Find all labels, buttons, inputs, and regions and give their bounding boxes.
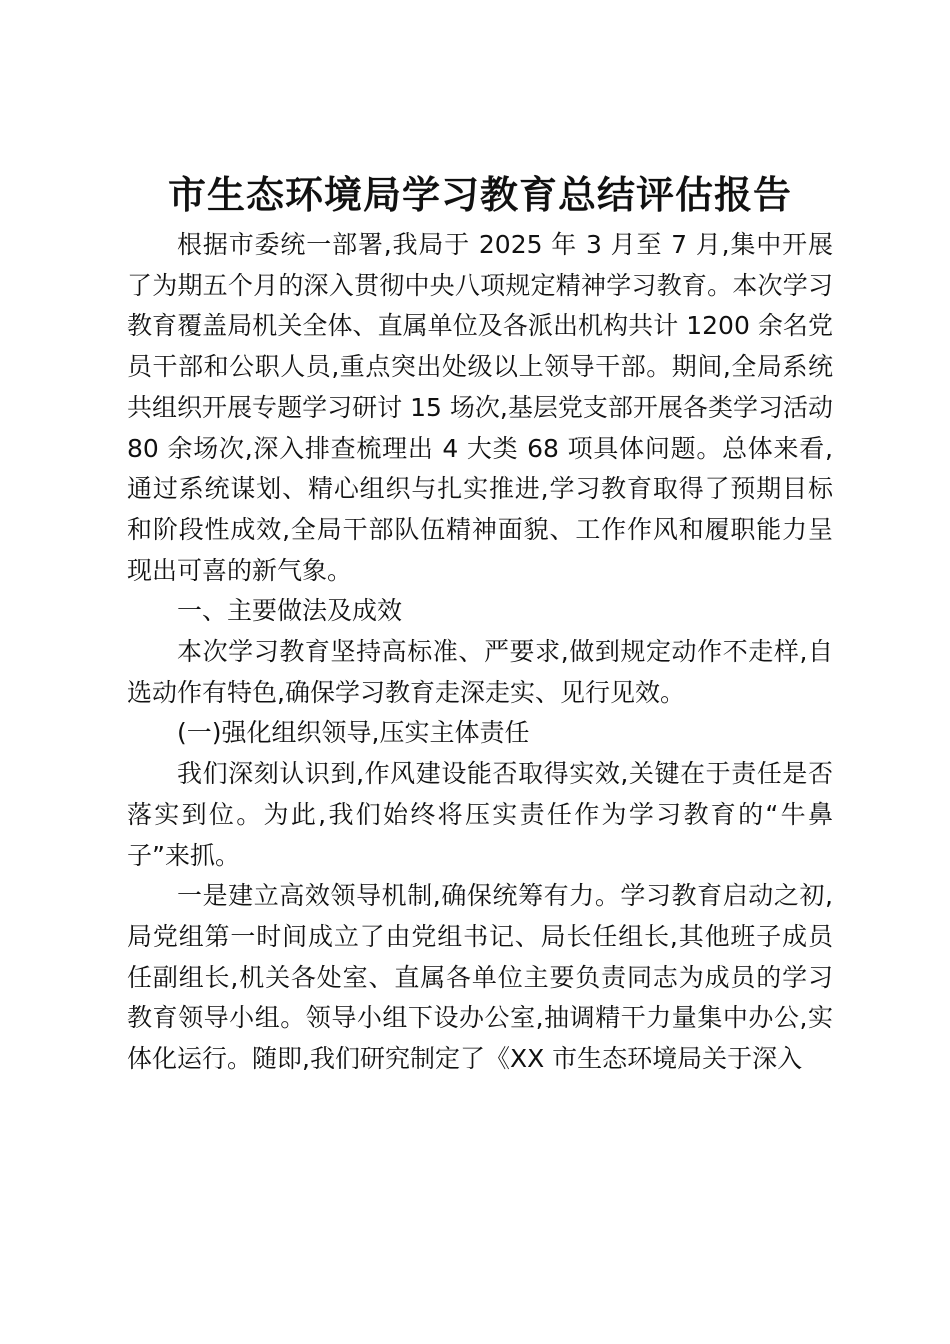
- document-title: 市生态环境局学习教育总结评估报告: [167, 172, 792, 217]
- section-1-paragraph: 本次学习教育坚持高标准、严要求,做到规定动作不走样,自选动作有特色,确保学习教育走深走实、见行见效。: [127, 637, 833, 707]
- intro-paragraph: 根据市委统一部署,我局于 2025 年 3 月至 7 月,集中开展了为期五个月的深入贯彻中央八项规定精神学习教育。本次学习教育覆盖局机关全体、直属单位及各派出机构共计 1200 余名党员干部和公职人员,重点突出处级以上领导干部。期间,全局系统共组织开展专题学习研讨 15 场次,基层党支部开展各类学习活动 80 余场次,深入排查梳理出 4 大类 68 项具体问题。总体来看,通过系统谋划、精心组织与扎实推进,学习教育取得了预期目标和阶段性成效,全局干部队伍精神面貌、工作作风和履职能力呈现出可喜的新气象。: [127, 230, 833, 585]
- subsection-1-paragraph-2: 一是建立高效领导机制,确保统筹有力。学习教育启动之初,局党组第一时间成立了由党组书记、局长任组长,其他班子成员任副组长,机关各处室、直属各单位主要负责同志为成员的学习教育领导小组。领导小组下设办公室,抽调精干力量集中办公,实体化运行。随即,我们研究制定了《XX 市生态环境局关于深入: [127, 881, 833, 1074]
- subsection-heading-1: (一)强化组织领导,压实主体责任: [177, 718, 530, 748]
- document-page: [127, 165, 833, 1080]
- section-heading-1: 一、主要做法及成效: [177, 596, 403, 626]
- subsection-1-paragraph-1: 我们深刻认识到,作风建设能否取得实效,关键在于责任是否落实到位。为此,我们始终将压实责任作为学习教育的“牛鼻子”来抓。: [127, 759, 833, 870]
